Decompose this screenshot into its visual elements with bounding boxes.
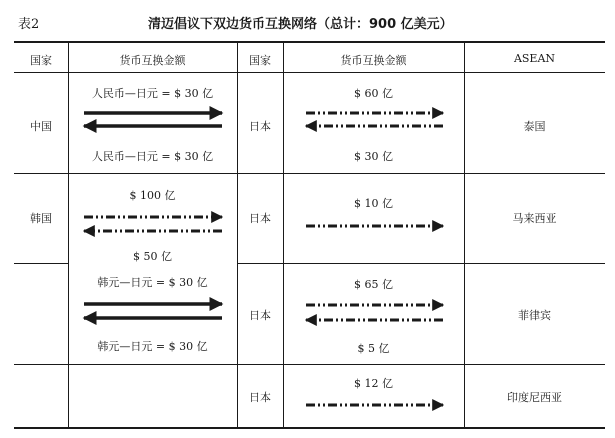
col-sep-4 xyxy=(464,43,465,428)
row1-left-top-label: 人民币—日元 = $ 30 亿 xyxy=(91,87,214,100)
row3-left-top-label: 韩元—日元 = $ 30 亿 xyxy=(97,276,208,289)
row1-rule xyxy=(14,173,605,174)
row2-mid-country: 日本 xyxy=(249,212,271,225)
row3-left-bottom-label: 韩元—日元 = $ 30 亿 xyxy=(97,340,208,353)
row1-asean: 泰国 xyxy=(523,120,546,133)
row2-rule-right xyxy=(237,263,605,264)
row3-rule xyxy=(14,364,605,365)
row3-asean: 菲律宾 xyxy=(518,309,551,322)
row2-left-top-label: $ 100 亿 xyxy=(129,189,176,202)
row4-right-top-label: $ 12 亿 xyxy=(354,377,393,390)
top-rule xyxy=(14,41,605,43)
row1-left-bottom-label: 人民币—日元 = $ 30 亿 xyxy=(91,150,214,163)
table-label: 表2 xyxy=(18,17,40,32)
col-sep-2 xyxy=(237,43,238,428)
row1-right-bottom-label: $ 30 亿 xyxy=(354,150,393,163)
row2-rule-left xyxy=(14,263,68,264)
table-title: 清迈倡议下双边货币互换网络（总计：900 亿美元） xyxy=(148,17,453,32)
header-rule xyxy=(14,72,605,73)
bottom-rule xyxy=(14,427,605,429)
row1-country: 中国 xyxy=(30,120,52,133)
row2-left-bottom-label: $ 50 亿 xyxy=(133,250,172,263)
header-amount: 货币互换金额 xyxy=(119,54,186,67)
header-amount-2: 货币互换金额 xyxy=(340,54,407,67)
row2-right-top-label: $ 10 亿 xyxy=(354,197,393,210)
header-country-2: 国家 xyxy=(249,54,271,67)
row4-asean: 印度尼西亚 xyxy=(507,391,562,404)
row4-mid-country: 日本 xyxy=(249,391,271,404)
header-asean: ASEAN xyxy=(513,52,556,65)
row1-mid-country: 日本 xyxy=(249,120,271,133)
row2-country: 韩国 xyxy=(30,212,52,225)
header-country: 国家 xyxy=(30,54,52,67)
row1-right-top-label: $ 60 亿 xyxy=(354,87,393,100)
row2-asean: 马来西亚 xyxy=(512,212,557,225)
row3-mid-country: 日本 xyxy=(249,309,271,322)
row3-right-top-label: $ 65 亿 xyxy=(354,278,393,291)
row3-right-bottom-label: $ 5 亿 xyxy=(357,342,390,355)
